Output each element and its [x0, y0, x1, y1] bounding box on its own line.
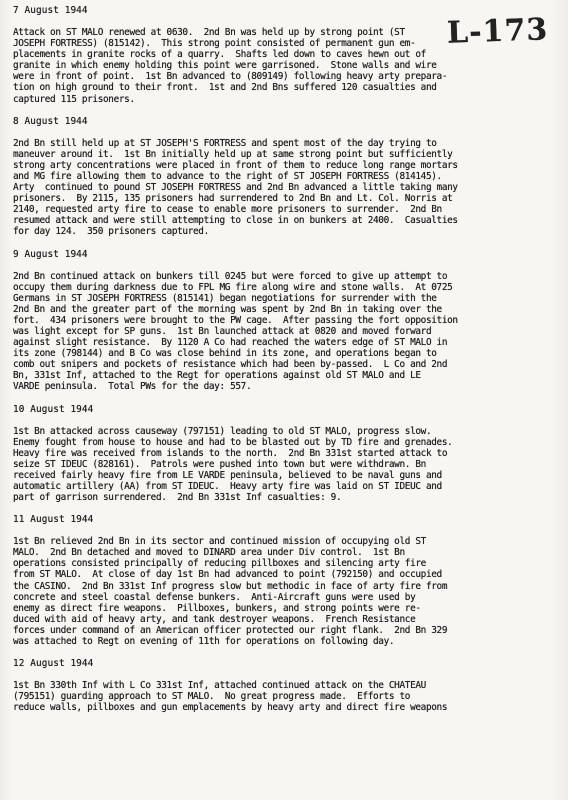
entry-text-line: automatic artillery (AA) from ST IDEUC. Heavy arty fire was laid on ST IDEUC and	[13, 481, 442, 492]
spacer	[13, 527, 533, 536]
entry-text-line: granite in which enemy holding this point were garrisoned. Stone walls and wire	[13, 60, 437, 72]
entry-text-line: MALO. 2nd Bn detached and moved to DINARD area under Div control. 1st Bn	[13, 547, 405, 559]
entry-text-line: from ST MALO. At close of day 1st Bn had advanced to point (792150) and occupied	[13, 569, 442, 581]
entry-text-line: the CASINO. 2nd Bn 331st Inf progress slow but methodic in face of arty fire from	[13, 580, 448, 592]
entry-text-line: duced with aid of heavy arty, and tank destroyer weapons. French Resistance	[13, 613, 416, 625]
entry-date: 9 August 1944	[13, 248, 88, 260]
spacer	[13, 129, 533, 138]
entry-text-line: enemy as direct fire weapons. Pillboxes, bunkers, and strong points were re-	[13, 602, 421, 614]
entry-text-line: Heavy fire was received from islands to the north. 2nd Bn 331st started attack to	[13, 447, 448, 459]
log-entry	[13, 404, 533, 504]
entry-text-line: Bn, 331st Inf, attached to the Regt for operations against old ST MALO and LE	[13, 370, 421, 382]
entry-text-line: tion on high ground to their front. 1st and 2nd Bns suffered 120 casualties and	[13, 82, 437, 94]
entry-text-line: 2nd Bn continued attack on bunkers till 0245 but were forced to give up attempt to	[13, 270, 448, 282]
entry-text-line: 1st Bn 330th Inf with L Co 331st Inf, attached continued attack on the CHATEAU	[13, 680, 426, 692]
entry-text-line: 1st Bn attacked across causeway (797151) leading to old ST MALO, progress slow.	[13, 425, 432, 437]
section-spacer	[13, 393, 533, 404]
log-entry	[13, 514, 533, 647]
entry-text-line: VARDE peninsula. Total PWs for the day: 557.	[13, 381, 252, 393]
entry-text-line: 1st Bn relieved 2nd Bn in its sector and continued mission of occupying old ST	[13, 536, 426, 548]
entry-text-line: against slight resistance. By 1120 A Co had reached the waters edge of ST MALO in	[13, 337, 448, 349]
entry-text-line: Enemy fought from house to house and had to be blasted out by TD fire and grenades.	[13, 436, 453, 448]
entry-text-line: seize ST IDEUC (828161). Patrols were pushed into town but were withdrawn. Bn	[13, 458, 426, 470]
entry-text-line: occupy them during darkness due to FPL MG fire along wire and stone walls. At 0725	[13, 281, 453, 293]
entry-text-line: 2nd Bn still held up at ST JOSEPH'S FORTRESS and spent most of the day trying to	[13, 137, 437, 149]
entry-text-line: was attached to Regt on evening of 11th for operations on following day.	[13, 636, 395, 648]
entry-text-line: 2140, requested arty fire to cease to enable more prisoners to surrender. 2nd Bn	[13, 204, 442, 216]
entry-date: 12 August 1944	[13, 658, 94, 670]
entry-text-line: maneuver around it. 1st Bn initially held up at same strong point but sufficiently	[13, 148, 453, 160]
entry-text-line: prisoners. By 2115, 135 prisoners had surrendered to 2nd Bn and Lt. Col. Norris at	[13, 193, 453, 205]
entry-text-line: resumed attack and were still attempting to close in on bunkers at 2400. Casualties	[13, 215, 458, 227]
entry-text-line: its zone (798144) and B Co was close behind in its zone, and operations began to	[13, 348, 437, 360]
entry-text-line: placements in granite rocks of a quarry. Shafts led down to caves hewn out of	[13, 49, 426, 61]
entry-text-line: for day 124. 350 prisoners captured.	[13, 226, 209, 238]
entry-text-line: operations consisted principally of reducing pillboxes and silencing arty fire	[13, 558, 426, 570]
entry-text-line: 2nd Bn and the greater part of the morning was spent by 2nd Bn in taking over the	[13, 303, 442, 315]
entry-text-line: reduce walls, pillboxes and gun emplacements by heavy arty and direct fire weapons	[13, 702, 448, 714]
document-body	[13, 5, 533, 713]
entry-text-line: JOSEPH FORTRESS) (815142). This strong point consisted of permanent gun em-	[13, 38, 416, 50]
spacer	[13, 262, 533, 271]
entry-text-line: comb out snipers and pockets of resistance which had been by-passed. L Co and 2nd	[13, 359, 448, 371]
entry-text-line: Arty continued to pound ST JOSEPH FORTRESS and 2nd Bn advanced a little taking many	[13, 182, 458, 194]
log-entry	[13, 658, 533, 713]
entry-date: 8 August 1944	[13, 115, 88, 127]
entry-text-line: captured 115 prisoners.	[13, 93, 135, 105]
entry-text-line: part of garrison surrendered. 2nd Bn 331st Inf casualties: 9.	[13, 492, 342, 504]
entry-text-line: fort. 434 prisoners were brought to the PW cage. After passing the fort opposition	[13, 314, 458, 326]
section-spacer	[13, 105, 533, 116]
log-entry	[13, 5, 533, 105]
entry-text-line: Germans in ST JOSEPH FORTRESS (815141) began negotiations for surrender with the	[13, 292, 437, 304]
entry-text-line: were in front of point. 1st Bn advanced to (809149) following heavy arty prepara-	[13, 71, 448, 83]
section-spacer	[13, 238, 533, 249]
entry-date: 10 August 1944	[13, 403, 94, 415]
entry-text-line: forces under command of an American officer protected our right flank. 2nd Bn 329	[13, 624, 448, 636]
handwritten-page-number: L-173	[446, 12, 549, 51]
log-entry	[13, 249, 533, 393]
section-spacer	[13, 503, 533, 514]
log-entry	[13, 116, 533, 238]
entry-text-line: strong arty concentrations were placed in front of them to reduce long range mortars	[13, 159, 458, 171]
entry-text-line: was light except for SP guns. 1st Bn launched attack at 0820 and moved forward	[13, 325, 432, 337]
section-spacer	[13, 647, 533, 658]
spacer	[13, 417, 533, 426]
entry-date: 7 August 1944	[13, 5, 88, 16]
entry-text-line: concrete and steel coastal defense bunkers. Anti-Aircraft guns were used by	[13, 591, 416, 603]
entry-text-line: received fairly heavy fire from LE VARDE peninsula, believed to be naval guns and	[13, 469, 442, 481]
entry-text-line: Attack on ST MALO renewed at 0630. 2nd Bn was held up by strong point (ST	[13, 27, 405, 38]
entry-text-line: (795151) guarding approach to ST MALO. No great progress made. Efforts to	[13, 691, 411, 703]
entry-text-line: and MG fire allowing them to advance to the right of ST JOSEPH FORTRESS (814145).	[13, 170, 442, 182]
entry-date: 11 August 1944	[13, 514, 94, 526]
spacer	[13, 671, 533, 680]
spacer	[13, 18, 533, 27]
